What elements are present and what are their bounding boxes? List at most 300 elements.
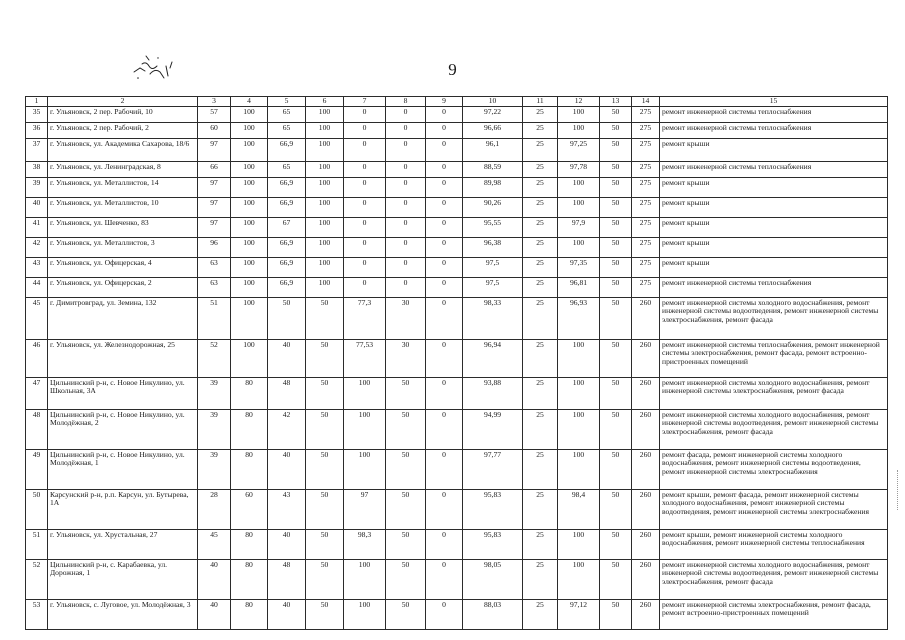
address-cell: г. Ульяновск, 2 пер. Рабочий, 2 xyxy=(48,122,198,138)
value-cell: 100 xyxy=(306,217,344,237)
works-cell: ремонт крыши xyxy=(660,237,888,257)
value-cell: 96,81 xyxy=(558,277,600,297)
row-number-cell: 40 xyxy=(26,197,48,217)
value-cell: 25 xyxy=(523,138,558,161)
value-cell: 96,1 xyxy=(463,138,523,161)
value-cell: 260 xyxy=(632,489,660,529)
works-cell: ремонт инженерной системы теплоснабжения xyxy=(660,277,888,297)
works-cell: ремонт инженерной системы холодного водоснабжения, ремонт инженерной системы водоотведения, ремонт инженерной системы электроснабжения, ремонт фасада xyxy=(660,409,888,449)
value-cell: 25 xyxy=(523,277,558,297)
value-cell: 97,78 xyxy=(558,161,600,177)
value-cell: 39 xyxy=(198,409,231,449)
column-header: 15 xyxy=(660,97,888,107)
value-cell: 100 xyxy=(558,559,600,599)
value-cell: 0 xyxy=(426,106,463,122)
works-cell: ремонт инженерной системы теплоснабжения xyxy=(660,122,888,138)
value-cell: 28 xyxy=(198,489,231,529)
value-cell: 100 xyxy=(306,122,344,138)
row-number-cell: 36 xyxy=(26,122,48,138)
value-cell: 25 xyxy=(523,217,558,237)
table-row xyxy=(26,489,888,529)
address-cell: Карсунский р-н, р.п. Карсун, ул. Бутырева, 1А xyxy=(48,489,198,529)
row-number-cell: 39 xyxy=(26,177,48,197)
table-row xyxy=(26,377,888,409)
value-cell: 66,9 xyxy=(268,197,306,217)
value-cell: 0 xyxy=(426,297,463,339)
value-cell: 88,59 xyxy=(463,161,523,177)
value-cell: 97,5 xyxy=(463,277,523,297)
value-cell: 50 xyxy=(306,529,344,559)
value-cell: 80 xyxy=(231,529,268,559)
address-cell: г. Ульяновск, ул. Шевченко, 83 xyxy=(48,217,198,237)
works-cell: ремонт крыши xyxy=(660,197,888,217)
value-cell: 0 xyxy=(344,217,386,237)
row-number-cell: 50 xyxy=(26,489,48,529)
value-cell: 0 xyxy=(426,559,463,599)
value-cell: 80 xyxy=(231,449,268,489)
value-cell: 0 xyxy=(426,489,463,529)
table-row xyxy=(26,529,888,559)
value-cell: 100 xyxy=(306,106,344,122)
value-cell: 50 xyxy=(600,377,632,409)
value-cell: 0 xyxy=(344,122,386,138)
value-cell: 63 xyxy=(198,277,231,297)
address-cell: Цильнинский р-н, с. Новое Никулино, ул. Школьная, 3А xyxy=(48,377,198,409)
value-cell: 50 xyxy=(600,217,632,237)
value-cell: 0 xyxy=(426,277,463,297)
value-cell: 96 xyxy=(198,237,231,257)
value-cell: 260 xyxy=(632,297,660,339)
value-cell: 100 xyxy=(231,197,268,217)
value-cell: 66,9 xyxy=(268,138,306,161)
value-cell: 65 xyxy=(268,161,306,177)
value-cell: 260 xyxy=(632,377,660,409)
column-header: 12 xyxy=(558,97,600,107)
value-cell: 50 xyxy=(600,257,632,277)
value-cell: 48 xyxy=(268,559,306,599)
data-table xyxy=(25,96,888,630)
value-cell: 25 xyxy=(523,197,558,217)
value-cell: 25 xyxy=(523,529,558,559)
value-cell: 50 xyxy=(268,297,306,339)
table-row xyxy=(26,599,888,629)
value-cell: 39 xyxy=(198,377,231,409)
value-cell: 80 xyxy=(231,559,268,599)
value-cell: 25 xyxy=(523,122,558,138)
value-cell: 89,98 xyxy=(463,177,523,197)
value-cell: 50 xyxy=(600,409,632,449)
table-row xyxy=(26,237,888,257)
scan-edge-mark xyxy=(897,470,901,510)
column-header: 2 xyxy=(48,97,198,107)
value-cell: 80 xyxy=(231,377,268,409)
address-cell: г. Ульяновск, ул. Железнодорожная, 25 xyxy=(48,339,198,377)
value-cell: 50 xyxy=(600,237,632,257)
value-cell: 93,88 xyxy=(463,377,523,409)
row-number-cell: 43 xyxy=(26,257,48,277)
value-cell: 100 xyxy=(231,217,268,237)
value-cell: 100 xyxy=(231,106,268,122)
column-header: 13 xyxy=(600,97,632,107)
value-cell: 275 xyxy=(632,122,660,138)
address-cell: г. Ульяновск, ул. Академика Сахарова, 18/6 xyxy=(48,138,198,161)
table-row xyxy=(26,161,888,177)
value-cell: 97,35 xyxy=(558,257,600,277)
table-row xyxy=(26,217,888,237)
works-cell: ремонт крыши xyxy=(660,257,888,277)
value-cell: 0 xyxy=(344,138,386,161)
row-number-cell: 38 xyxy=(26,161,48,177)
address-cell: г. Ульяновск, 2 пер. Рабочий, 10 xyxy=(48,106,198,122)
value-cell: 0 xyxy=(344,277,386,297)
value-cell: 39 xyxy=(198,449,231,489)
value-cell: 0 xyxy=(344,197,386,217)
value-cell: 0 xyxy=(344,237,386,257)
value-cell: 100 xyxy=(231,237,268,257)
address-cell: г. Ульяновск, с. Луговое, ул. Молодёжная, 3 xyxy=(48,599,198,629)
value-cell: 275 xyxy=(632,161,660,177)
value-cell: 43 xyxy=(268,489,306,529)
row-number-cell: 37 xyxy=(26,138,48,161)
value-cell: 50 xyxy=(306,489,344,529)
table-row xyxy=(26,138,888,161)
value-cell: 25 xyxy=(523,297,558,339)
value-cell: 98,4 xyxy=(558,489,600,529)
value-cell: 97 xyxy=(198,197,231,217)
value-cell: 100 xyxy=(344,409,386,449)
value-cell: 40 xyxy=(198,559,231,599)
value-cell: 97 xyxy=(344,489,386,529)
value-cell: 66,9 xyxy=(268,237,306,257)
value-cell: 100 xyxy=(558,237,600,257)
value-cell: 100 xyxy=(558,197,600,217)
value-cell: 52 xyxy=(198,339,231,377)
value-cell: 0 xyxy=(426,409,463,449)
value-cell: 0 xyxy=(386,277,426,297)
value-cell: 97,12 xyxy=(558,599,600,629)
value-cell: 100 xyxy=(231,122,268,138)
works-cell: ремонт инженерной системы теплоснабжения xyxy=(660,106,888,122)
value-cell: 0 xyxy=(386,237,426,257)
value-cell: 25 xyxy=(523,409,558,449)
value-cell: 100 xyxy=(558,409,600,449)
value-cell: 50 xyxy=(386,599,426,629)
works-cell: ремонт крыши xyxy=(660,177,888,197)
value-cell: 0 xyxy=(426,449,463,489)
value-cell: 50 xyxy=(386,559,426,599)
value-cell: 25 xyxy=(523,106,558,122)
value-cell: 0 xyxy=(426,177,463,197)
value-cell: 25 xyxy=(523,339,558,377)
value-cell: 45 xyxy=(198,529,231,559)
value-cell: 50 xyxy=(306,449,344,489)
row-number-cell: 51 xyxy=(26,529,48,559)
value-cell: 0 xyxy=(426,161,463,177)
column-header: 9 xyxy=(426,97,463,107)
value-cell: 66,9 xyxy=(268,257,306,277)
value-cell: 0 xyxy=(344,161,386,177)
table-row xyxy=(26,449,888,489)
value-cell: 0 xyxy=(386,257,426,277)
value-cell: 77,53 xyxy=(344,339,386,377)
value-cell: 275 xyxy=(632,106,660,122)
value-cell: 40 xyxy=(268,449,306,489)
value-cell: 100 xyxy=(344,599,386,629)
row-number-cell: 46 xyxy=(26,339,48,377)
value-cell: 95,55 xyxy=(463,217,523,237)
value-cell: 50 xyxy=(306,339,344,377)
value-cell: 100 xyxy=(558,529,600,559)
value-cell: 50 xyxy=(600,529,632,559)
value-cell: 100 xyxy=(231,138,268,161)
column-header: 5 xyxy=(268,97,306,107)
works-cell: ремонт инженерной системы холодного водоснабжения, ремонт инженерной системы водоотведения, ремонт инженерной системы электроснабжения, ремонт фасада xyxy=(660,297,888,339)
value-cell: 96,38 xyxy=(463,237,523,257)
value-cell: 25 xyxy=(523,449,558,489)
value-cell: 88,03 xyxy=(463,599,523,629)
row-number-cell: 53 xyxy=(26,599,48,629)
value-cell: 260 xyxy=(632,449,660,489)
value-cell: 25 xyxy=(523,377,558,409)
row-number-cell: 48 xyxy=(26,409,48,449)
value-cell: 0 xyxy=(386,106,426,122)
value-cell: 0 xyxy=(426,217,463,237)
value-cell: 57 xyxy=(198,106,231,122)
address-cell: г. Ульяновск, ул. Металлистов, 3 xyxy=(48,237,198,257)
value-cell: 0 xyxy=(426,529,463,559)
value-cell: 100 xyxy=(306,197,344,217)
value-cell: 30 xyxy=(386,297,426,339)
value-cell: 260 xyxy=(632,559,660,599)
value-cell: 100 xyxy=(558,339,600,377)
table-row xyxy=(26,197,888,217)
value-cell: 100 xyxy=(558,449,600,489)
value-cell: 97,77 xyxy=(463,449,523,489)
value-cell: 100 xyxy=(231,177,268,197)
column-header: 8 xyxy=(386,97,426,107)
column-header: 6 xyxy=(306,97,344,107)
value-cell: 65 xyxy=(268,122,306,138)
value-cell: 95,83 xyxy=(463,489,523,529)
value-cell: 97,25 xyxy=(558,138,600,161)
value-cell: 100 xyxy=(558,122,600,138)
table-row xyxy=(26,409,888,449)
value-cell: 100 xyxy=(344,559,386,599)
value-cell: 40 xyxy=(268,339,306,377)
value-cell: 275 xyxy=(632,257,660,277)
value-cell: 0 xyxy=(426,197,463,217)
address-cell: г. Димитровград, ул. Земина, 132 xyxy=(48,297,198,339)
value-cell: 0 xyxy=(386,138,426,161)
value-cell: 50 xyxy=(386,449,426,489)
table-row xyxy=(26,257,888,277)
value-cell: 0 xyxy=(386,177,426,197)
column-header: 10 xyxy=(463,97,523,107)
value-cell: 100 xyxy=(558,377,600,409)
address-cell: г. Ульяновск, ул. Ленинградская, 8 xyxy=(48,161,198,177)
value-cell: 25 xyxy=(523,237,558,257)
table-row xyxy=(26,277,888,297)
value-cell: 60 xyxy=(198,122,231,138)
value-cell: 100 xyxy=(344,377,386,409)
address-cell: г. Ульяновск, ул. Металлистов, 10 xyxy=(48,197,198,217)
column-header: 4 xyxy=(231,97,268,107)
address-cell: г. Ульяновск, ул. Офицерская, 2 xyxy=(48,277,198,297)
value-cell: 94,99 xyxy=(463,409,523,449)
works-cell: ремонт инженерной системы холодного водоснабжения, ремонт инженерной системы водоотведения, ремонт инженерной системы электроснабжения, ремонт фасада xyxy=(660,559,888,599)
value-cell: 50 xyxy=(600,122,632,138)
works-cell: ремонт инженерной системы холодного водоснабжения, ремонт инженерной системы электроснабжения, ремонт фасада xyxy=(660,377,888,409)
page-number: 9 xyxy=(448,60,457,79)
column-header: 14 xyxy=(632,97,660,107)
value-cell: 50 xyxy=(306,377,344,409)
value-cell: 98,3 xyxy=(344,529,386,559)
row-number-cell: 49 xyxy=(26,449,48,489)
value-cell: 25 xyxy=(523,177,558,197)
value-cell: 0 xyxy=(426,122,463,138)
works-cell: ремонт крыши, ремонт фасада, ремонт инженерной системы холодного водоснабжения, ремонт инженерной системы водоотведения, ремонт инженерной системы электроснабжения xyxy=(660,489,888,529)
value-cell: 25 xyxy=(523,257,558,277)
value-cell: 100 xyxy=(231,339,268,377)
column-header: 1 xyxy=(26,97,48,107)
handwritten-mark xyxy=(128,52,183,84)
works-cell: ремонт крыши, ремонт инженерной системы холодного водоснабжения, ремонт инженерной системы теплоснабжения xyxy=(660,529,888,559)
value-cell: 275 xyxy=(632,217,660,237)
value-cell: 260 xyxy=(632,529,660,559)
value-cell: 100 xyxy=(558,177,600,197)
value-cell: 97 xyxy=(198,217,231,237)
value-cell: 0 xyxy=(426,599,463,629)
value-cell: 96,93 xyxy=(558,297,600,339)
row-number-cell: 42 xyxy=(26,237,48,257)
works-cell: ремонт крыши xyxy=(660,138,888,161)
works-cell: ремонт инженерной системы теплоснабжения, ремонт инженерной системы электроснабжения, ремонт фасада, ремонт встроенно-пристроенных помещений xyxy=(660,339,888,377)
value-cell: 25 xyxy=(523,599,558,629)
value-cell: 275 xyxy=(632,237,660,257)
value-cell: 100 xyxy=(306,237,344,257)
value-cell: 80 xyxy=(231,409,268,449)
value-cell: 50 xyxy=(600,161,632,177)
works-cell: ремонт фасада, ремонт инженерной системы холодного водоснабжения, ремонт инженерной системы водоотведения, ремонт инженерной системы электроснабжения xyxy=(660,449,888,489)
value-cell: 50 xyxy=(600,297,632,339)
value-cell: 0 xyxy=(386,161,426,177)
value-cell: 95,83 xyxy=(463,529,523,559)
table-row xyxy=(26,339,888,377)
value-cell: 0 xyxy=(426,138,463,161)
column-header: 7 xyxy=(344,97,386,107)
address-cell: г. Ульяновск, ул. Офицерская, 4 xyxy=(48,257,198,277)
works-cell: ремонт инженерной системы электроснабжения, ремонт фасада, ремонт встроенно-пристроенных помещений xyxy=(660,599,888,629)
value-cell: 65 xyxy=(268,106,306,122)
value-cell: 100 xyxy=(306,138,344,161)
address-cell: Цильнинский р-н, с. Новое Никулино, ул. Молодёжная, 2 xyxy=(48,409,198,449)
value-cell: 66,9 xyxy=(268,177,306,197)
value-cell: 275 xyxy=(632,277,660,297)
works-cell: ремонт крыши xyxy=(660,217,888,237)
value-cell: 0 xyxy=(386,217,426,237)
column-header: 3 xyxy=(198,97,231,107)
value-cell: 100 xyxy=(306,177,344,197)
row-number-cell: 45 xyxy=(26,297,48,339)
value-cell: 0 xyxy=(344,106,386,122)
value-cell: 275 xyxy=(632,197,660,217)
value-cell: 50 xyxy=(600,177,632,197)
value-cell: 96,94 xyxy=(463,339,523,377)
value-cell: 50 xyxy=(306,559,344,599)
value-cell: 98,33 xyxy=(463,297,523,339)
value-cell: 275 xyxy=(632,138,660,161)
address-cell: г. Ульяновск, ул. Металлистов, 14 xyxy=(48,177,198,197)
value-cell: 40 xyxy=(268,599,306,629)
value-cell: 100 xyxy=(231,297,268,339)
address-cell: г. Ульяновск, ул. Хрустальная, 27 xyxy=(48,529,198,559)
value-cell: 0 xyxy=(344,257,386,277)
value-cell: 25 xyxy=(523,559,558,599)
value-cell: 260 xyxy=(632,339,660,377)
row-number-cell: 52 xyxy=(26,559,48,599)
row-number-cell: 35 xyxy=(26,106,48,122)
value-cell: 97,5 xyxy=(463,257,523,277)
value-cell: 25 xyxy=(523,489,558,529)
column-header: 11 xyxy=(523,97,558,107)
value-cell: 50 xyxy=(600,197,632,217)
table-row xyxy=(26,122,888,138)
value-cell: 0 xyxy=(386,122,426,138)
value-cell: 50 xyxy=(386,489,426,529)
value-cell: 50 xyxy=(600,489,632,529)
value-cell: 25 xyxy=(523,161,558,177)
value-cell: 50 xyxy=(386,409,426,449)
value-cell: 50 xyxy=(306,297,344,339)
value-cell: 66 xyxy=(198,161,231,177)
value-cell: 30 xyxy=(386,339,426,377)
address-cell: Цильнинский р-н, с. Карабаевка, ул. Дорожная, 1 xyxy=(48,559,198,599)
table-row xyxy=(26,559,888,599)
value-cell: 100 xyxy=(231,277,268,297)
value-cell: 100 xyxy=(231,257,268,277)
value-cell: 50 xyxy=(600,138,632,161)
value-cell: 260 xyxy=(632,599,660,629)
address-cell: Цильнинский р-н, с. Новое Никулино, ул. Молодёжная, 1 xyxy=(48,449,198,489)
value-cell: 0 xyxy=(426,339,463,377)
value-cell: 80 xyxy=(231,599,268,629)
value-cell: 50 xyxy=(306,409,344,449)
value-cell: 50 xyxy=(600,449,632,489)
value-cell: 50 xyxy=(600,339,632,377)
table-header-row xyxy=(26,97,888,107)
value-cell: 97,22 xyxy=(463,106,523,122)
value-cell: 50 xyxy=(306,599,344,629)
value-cell: 48 xyxy=(268,377,306,409)
value-cell: 67 xyxy=(268,217,306,237)
value-cell: 97,9 xyxy=(558,217,600,237)
value-cell: 100 xyxy=(231,161,268,177)
value-cell: 0 xyxy=(344,177,386,197)
value-cell: 40 xyxy=(268,529,306,559)
row-number-cell: 47 xyxy=(26,377,48,409)
value-cell: 100 xyxy=(344,449,386,489)
value-cell: 50 xyxy=(386,377,426,409)
value-cell: 42 xyxy=(268,409,306,449)
table-row xyxy=(26,106,888,122)
value-cell: 0 xyxy=(426,377,463,409)
value-cell: 60 xyxy=(231,489,268,529)
value-cell: 96,66 xyxy=(463,122,523,138)
value-cell: 0 xyxy=(386,197,426,217)
value-cell: 100 xyxy=(306,257,344,277)
value-cell: 260 xyxy=(632,409,660,449)
value-cell: 51 xyxy=(198,297,231,339)
